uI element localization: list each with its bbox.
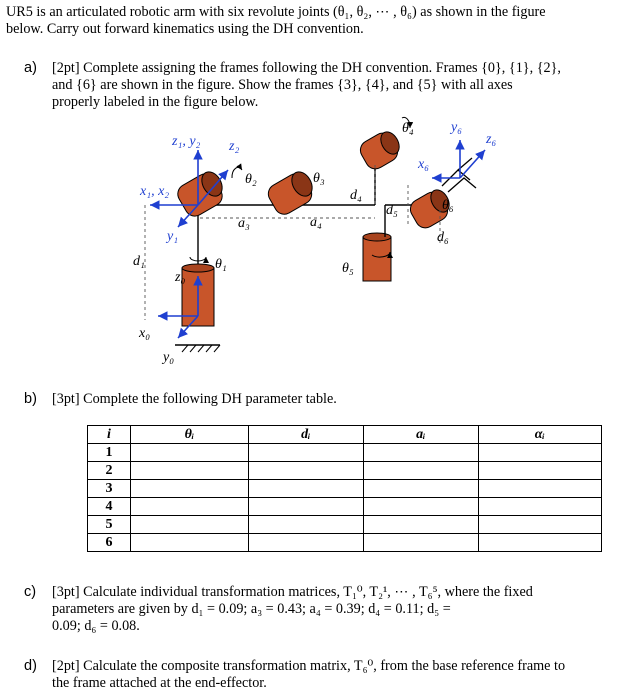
theta-cell[interactable] bbox=[131, 480, 249, 498]
a-cell[interactable] bbox=[363, 534, 478, 552]
a-cell[interactable] bbox=[363, 516, 478, 534]
label-d6: d₆ bbox=[437, 230, 449, 245]
part-b-line-1: [3pt] Complete the following DH parameter table. bbox=[52, 391, 337, 407]
label-z2: z₂ bbox=[229, 139, 240, 154]
a-cell[interactable] bbox=[363, 462, 478, 480]
part-d-line-2: the frame attached at the end-effector. bbox=[52, 675, 267, 691]
d-cell[interactable] bbox=[248, 516, 363, 534]
label-theta3: θ₃ bbox=[313, 171, 325, 186]
joint-3-cylinder bbox=[265, 168, 317, 218]
table-row bbox=[88, 480, 602, 498]
d-cell[interactable] bbox=[248, 534, 363, 552]
label-z0: z₀ bbox=[175, 270, 186, 285]
a-cell[interactable] bbox=[363, 444, 478, 462]
d-cell[interactable] bbox=[248, 480, 363, 498]
dh-header-theta: θᵢ bbox=[131, 426, 249, 444]
d-cell[interactable] bbox=[248, 444, 363, 462]
part-c-line-2: parameters are given by d₁ = 0.09; a₃ = 0.43; a₄ = 0.39; d₄ = 0.11; d₅ = bbox=[52, 601, 451, 617]
row-index: 5 bbox=[88, 516, 131, 534]
row-index: 4 bbox=[88, 498, 131, 516]
label-y0: y₀ bbox=[163, 350, 175, 365]
alpha-cell[interactable] bbox=[478, 516, 601, 534]
end-effector bbox=[442, 158, 476, 192]
row-index: 3 bbox=[88, 480, 131, 498]
label-theta1: θ₁ bbox=[215, 257, 227, 272]
theta-cell[interactable] bbox=[131, 462, 249, 480]
intro-line-1: UR5 is an articulated robotic arm with six revolute joints (θ₁, θ₂, ⋯ , θ₆) as shown in the figure bbox=[6, 4, 546, 20]
table-row bbox=[88, 444, 602, 462]
a-cell[interactable] bbox=[363, 480, 478, 498]
alpha-cell[interactable] bbox=[478, 480, 601, 498]
label-a3: a₃ bbox=[238, 216, 250, 231]
alpha-cell[interactable] bbox=[478, 462, 601, 480]
dh-header-row bbox=[88, 426, 602, 444]
alpha-cell[interactable] bbox=[478, 534, 601, 552]
label-theta5: θ₅ bbox=[342, 261, 354, 276]
label-d4: d₄ bbox=[350, 188, 362, 203]
dh-header-d: dᵢ bbox=[248, 426, 363, 444]
d-cell[interactable] bbox=[248, 462, 363, 480]
table-row bbox=[88, 498, 602, 516]
theta-cell[interactable] bbox=[131, 498, 249, 516]
label-d1: d₁ bbox=[133, 254, 145, 269]
joint-2-cylinder bbox=[174, 168, 226, 219]
dh-parameter-table bbox=[87, 425, 602, 552]
theta-cell[interactable] bbox=[131, 516, 249, 534]
a-cell[interactable] bbox=[363, 498, 478, 516]
part-c-line-1: [3pt] Calculate individual transformation matrices, T₁⁰, T₂¹, ⋯ , T₆⁵, where the fixed bbox=[52, 584, 533, 600]
table-row bbox=[88, 462, 602, 480]
part-c-marker: c) bbox=[24, 584, 37, 600]
label-d5: d₅ bbox=[386, 203, 398, 218]
label-x0: x₀ bbox=[139, 326, 151, 341]
part-a-line-1: [2pt] Complete assigning the frames following the DH convention. Frames {0}, {1}, {2}, bbox=[52, 60, 561, 76]
d-cell[interactable] bbox=[248, 498, 363, 516]
label-z6: z₆ bbox=[486, 132, 497, 147]
intro-line-2: below. Carry out forward kinematics using the DH convention. bbox=[6, 21, 364, 37]
alpha-cell[interactable] bbox=[478, 498, 601, 516]
label-y6: y₆ bbox=[451, 120, 463, 135]
part-a-marker: a) bbox=[24, 60, 37, 76]
theta-cell[interactable] bbox=[131, 444, 249, 462]
row-index: 6 bbox=[88, 534, 131, 552]
joint-4-cylinder bbox=[357, 129, 403, 173]
part-d-line-1: [2pt] Calculate the composite transformation matrix, T₆⁰, from the base reference frame to bbox=[52, 658, 566, 674]
dh-header-i: i bbox=[88, 426, 131, 444]
part-c-line-3: 0.09; d₆ = 0.08. bbox=[52, 618, 140, 634]
label-theta6: θ₆ bbox=[442, 198, 454, 213]
table-row bbox=[88, 534, 602, 552]
label-y1: y₁ bbox=[167, 229, 179, 244]
label-x1x2: x₁, x₂ bbox=[140, 184, 170, 199]
label-theta4: θ₄ bbox=[402, 121, 414, 136]
row-index: 2 bbox=[88, 462, 131, 480]
dh-header-alpha: αᵢ bbox=[478, 426, 601, 444]
label-z1y2: z₁, y₂ bbox=[172, 134, 201, 149]
table-row bbox=[88, 516, 602, 534]
part-d-marker: d) bbox=[24, 658, 37, 674]
row-index: 1 bbox=[88, 444, 131, 462]
label-a4: a₄ bbox=[310, 215, 322, 230]
theta-cell[interactable] bbox=[131, 534, 249, 552]
part-a-line-2: and {6} are shown in the figure. Show the frames {3}, {4}, and {5} with all axes bbox=[52, 77, 513, 93]
dh-header-a: aᵢ bbox=[363, 426, 478, 444]
alpha-cell[interactable] bbox=[478, 444, 601, 462]
label-x6: x₆ bbox=[418, 157, 430, 172]
part-b-marker: b) bbox=[24, 391, 37, 407]
part-a-line-3: properly labeled in the figure below. bbox=[52, 94, 259, 110]
label-theta2: θ₂ bbox=[245, 172, 257, 187]
